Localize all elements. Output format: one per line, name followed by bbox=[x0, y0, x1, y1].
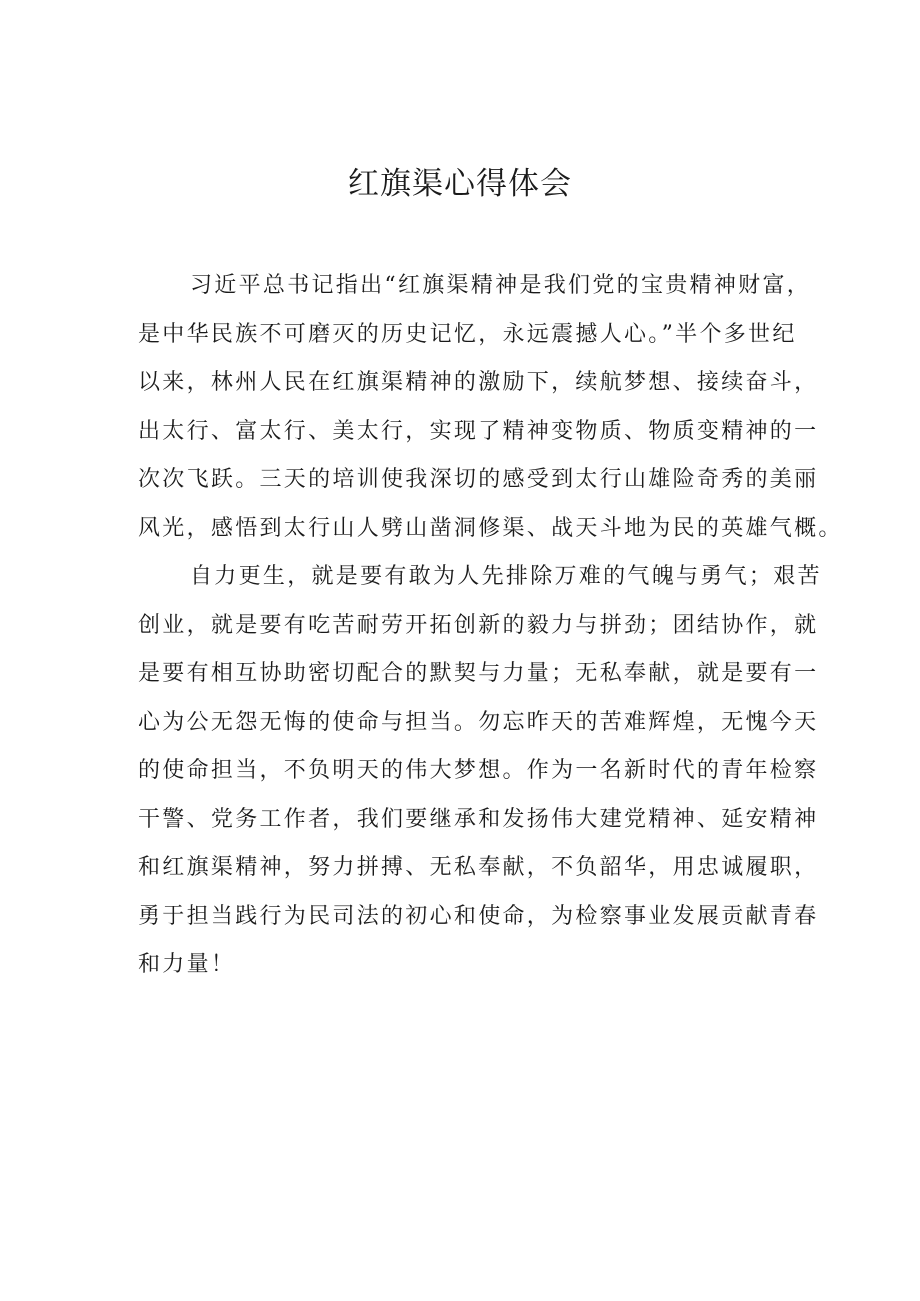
text-line: 和力量！ bbox=[138, 952, 236, 977]
text-line: 习近平总书记指出“红旗渠精神是我们党的宝贵精神财富， bbox=[190, 273, 812, 298]
text-line: 干警、党务工作者，我们要继承和发扬伟大建党精神、延安精神 bbox=[138, 806, 819, 832]
paragraph-2 bbox=[138, 553, 822, 990]
text-line: 风光，感悟到太行山人劈山凿洞修渠、战天斗地为民的英雄气概。 bbox=[138, 515, 843, 541]
text-line: 创业，就是要有吃苦耐劳开拓创新的毅力与拼劲；团结协作，就 bbox=[138, 612, 819, 638]
paragraph-1 bbox=[138, 262, 843, 553]
text-line: 心为公无怨无悔的使命与担当。勿忘昨天的苦难辉煌，无愧今天 bbox=[138, 709, 819, 735]
document-body bbox=[138, 262, 843, 990]
text-line: 以来，林州人民在红旗渠精神的激励下，续航梦想、接续奋斗， bbox=[138, 370, 819, 395]
text-line: 的使命担当，不负明天的伟大梦想。作为一名新时代的青年检察 bbox=[138, 758, 819, 783]
text-line: 出太行、富太行、美太行，实现了精神变物质、物质变精神的一 bbox=[138, 418, 819, 444]
text-line: 勇于担当践行为民司法的初心和使命，为检察事业发展贡献青春 bbox=[138, 903, 819, 929]
text-line: 是要有相互协助密切配合的默契与力量；无私奉献，就是要有一 bbox=[138, 661, 819, 686]
text-line: 是中华民族不可磨灭的历史记忆，永远震撼人心。”半个多世纪 bbox=[138, 321, 797, 347]
text-line: 自力更生，就是要有敢为人先排除万难的气魄与勇气；艰苦 bbox=[190, 564, 822, 589]
text-line: 和红旗渠精神，努力拼搏、无私奉献，不负韶华，用忠诚履职， bbox=[138, 855, 819, 880]
text-line: 次次飞跃。三天的培训使我深切的感受到太行山雄险奇秀的美丽 bbox=[138, 467, 819, 492]
document-title: 红旗渠心得体会 bbox=[348, 166, 572, 202]
